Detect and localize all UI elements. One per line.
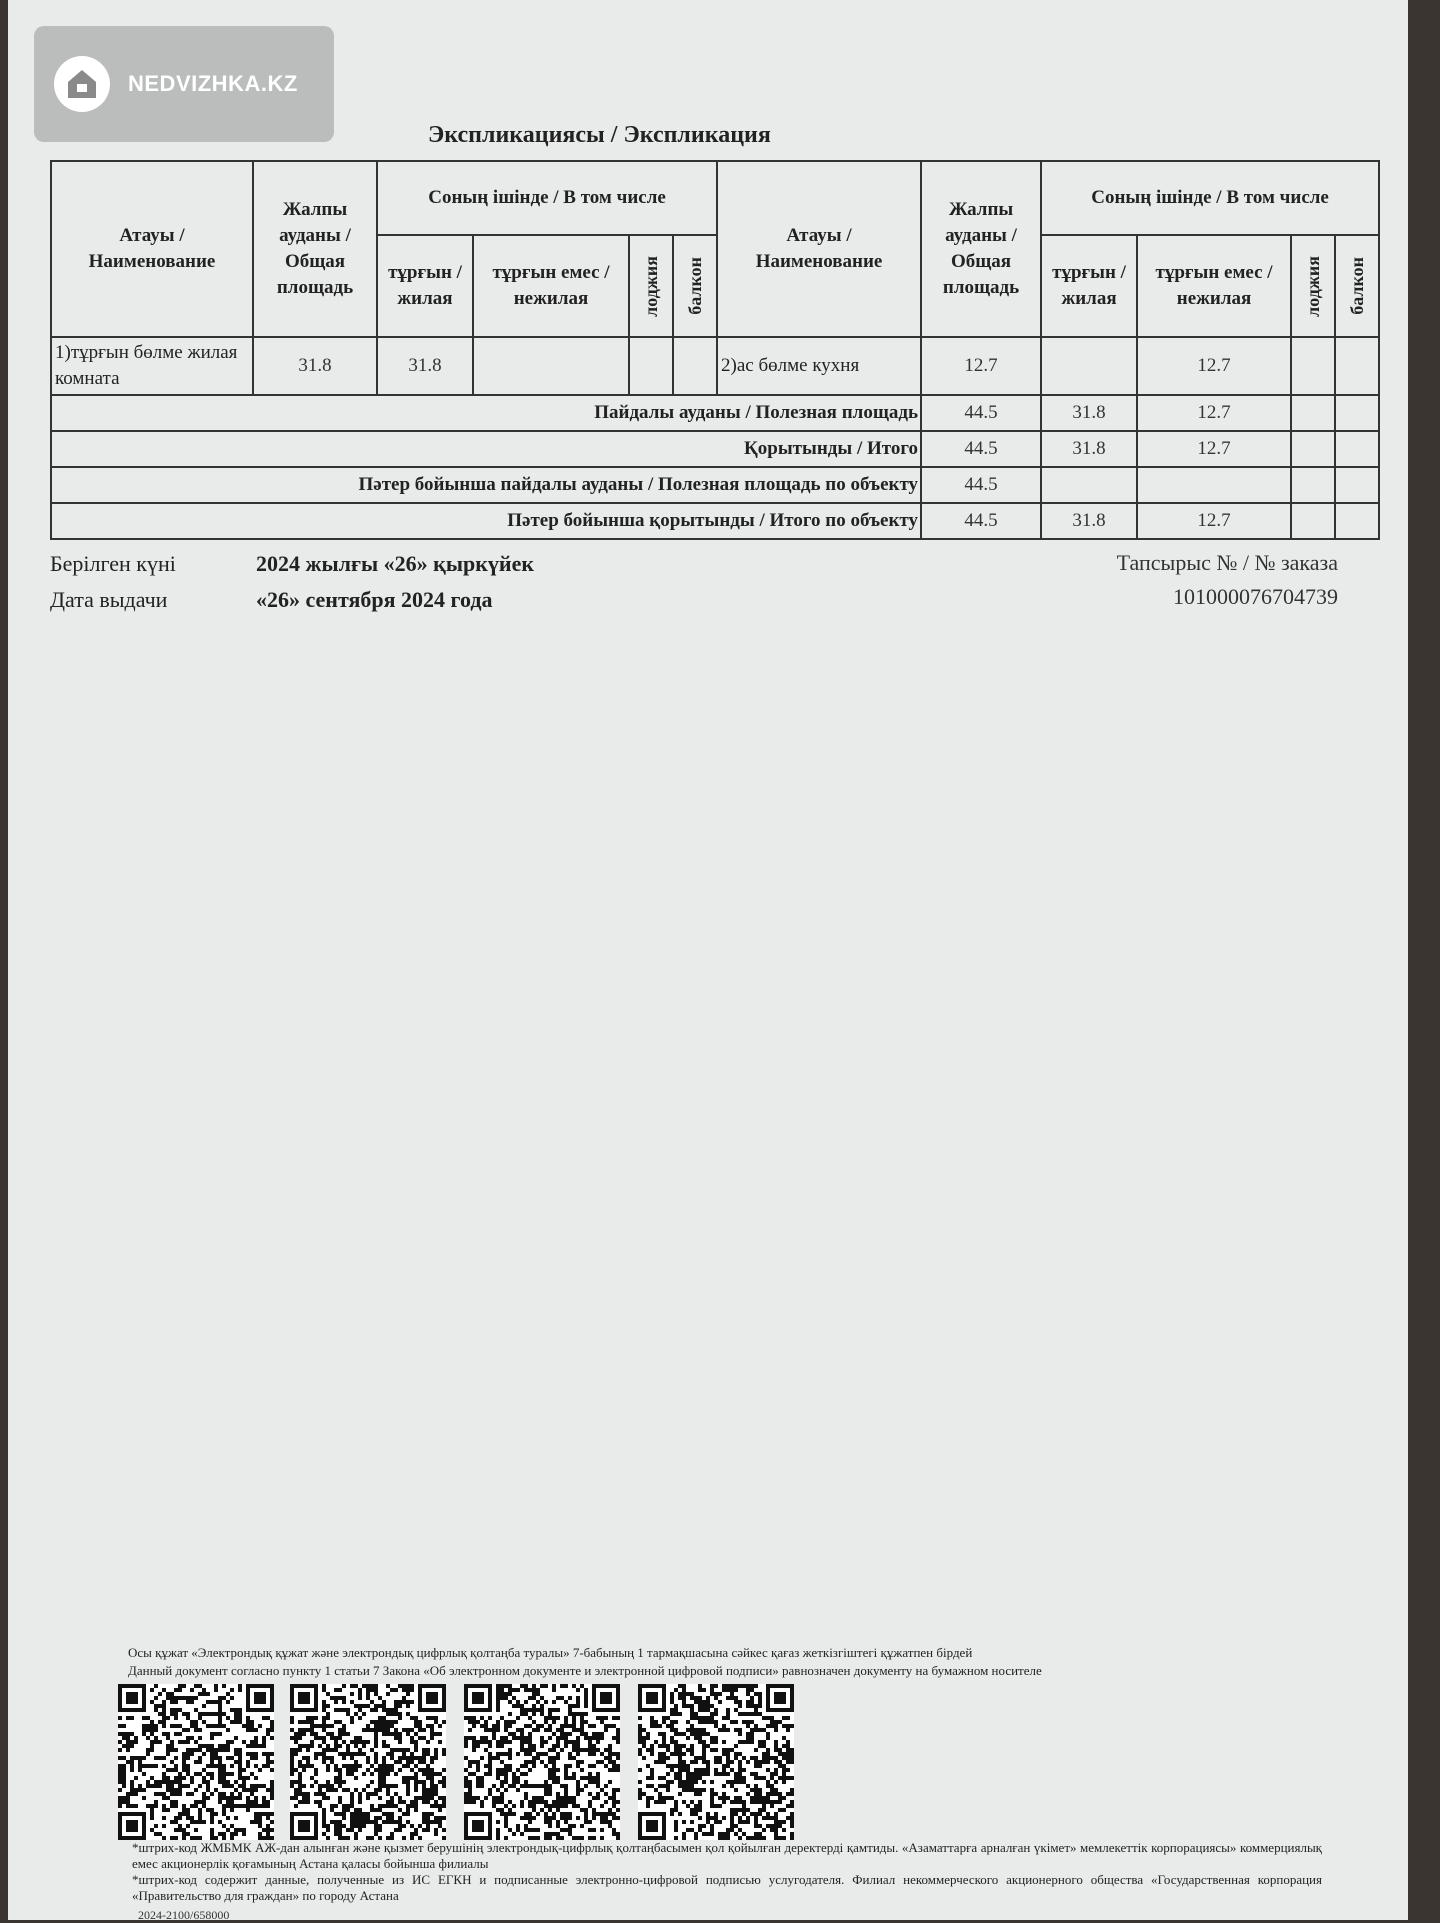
summary-balcony xyxy=(1335,503,1379,539)
header-balcony-right: балкон xyxy=(1335,235,1379,337)
summary-nonliving: 12.7 xyxy=(1137,395,1291,431)
header-total-left: Жалпы ауданы / Общая площадь xyxy=(253,161,377,337)
issue-dates xyxy=(256,546,534,618)
header-living-left: тұрғын / жилая xyxy=(377,235,473,337)
issue-date-ru: «26» сентября 2024 года xyxy=(256,587,493,612)
qr-code xyxy=(118,1684,274,1840)
summary-living: 31.8 xyxy=(1041,395,1137,431)
room-nonliving: 12.7 xyxy=(1137,337,1291,395)
summary-loggia xyxy=(1291,431,1335,467)
header-name-left: Атауы / Наименование xyxy=(51,161,253,337)
summary-loggia xyxy=(1291,467,1335,503)
summary-loggia xyxy=(1291,395,1335,431)
summary-nonliving: 12.7 xyxy=(1137,431,1291,467)
summary-living: 31.8 xyxy=(1041,431,1137,467)
barcode-note xyxy=(132,1840,1322,1904)
summary-nonliving: 12.7 xyxy=(1137,503,1291,539)
order-block xyxy=(1117,546,1338,614)
explication-table xyxy=(50,160,1380,540)
summary-total: 44.5 xyxy=(921,503,1041,539)
legal-notice-kz: Осы құжат «Электрондық құжат және электрондық цифрлық қолтаңба туралы» 7-бабының 1 тармақшасына сәйкес қағаз жеткізгіштегі құжатпен бірдей xyxy=(128,1645,973,1660)
room-total: 31.8 xyxy=(253,337,377,395)
legal-notice-ru: Данный документ согласно пункту 1 статьи 7 Закона «Об электронном документе и электронной цифровой подписи» равнозначен документу на бумажном носителе xyxy=(128,1663,1042,1678)
summary-label: Пәтер бойынша пайдалы ауданы / Полезная площадь по объекту xyxy=(51,467,921,503)
header-nonliving-right: тұрғын емес / нежилая xyxy=(1137,235,1291,337)
header-living-right: тұрғын / жилая xyxy=(1041,235,1137,337)
qr-code xyxy=(464,1684,620,1840)
document-number: 2024-2100/658000 xyxy=(138,1908,230,1922)
summary-loggia xyxy=(1291,503,1335,539)
issue-labels xyxy=(50,546,176,618)
summary-label: Қорытынды / Итого xyxy=(51,431,921,467)
summary-nonliving xyxy=(1137,467,1291,503)
room-nonliving xyxy=(473,337,629,395)
header-name-right: Атауы / Наименование xyxy=(717,161,921,337)
room-loggia xyxy=(629,337,673,395)
summary-living: 31.8 xyxy=(1041,503,1137,539)
legal-notice xyxy=(128,1644,1248,1680)
watermark-brand: NEDVIZHKA.KZ xyxy=(128,71,298,96)
room-total: 12.7 xyxy=(921,337,1041,395)
summary-balcony xyxy=(1335,431,1379,467)
header-balcony-left: балкон xyxy=(673,235,717,337)
summary-balcony xyxy=(1335,395,1379,431)
document-page xyxy=(8,0,1408,1920)
summary-row xyxy=(51,395,1379,431)
summary-row xyxy=(51,467,1379,503)
watermark xyxy=(34,26,334,142)
order-label: Тапсырыс № / № заказа xyxy=(1116,550,1338,575)
header-including-left: Соның ішінде / В том числе xyxy=(377,161,717,235)
summary-label: Пайдалы ауданы / Полезная площадь xyxy=(51,395,921,431)
barcode-note-kz: *штрих-код ЖМБМК АЖ-дан алынған және қызмет берушінің электрондық-цифрлық қолтаңбасымен қол қойылған деректерді қамтиды. «Азаматтарға арналған үкімет» мемлекеттік корпорациясы» коммерциялық емес акционерлік қоғамының Астана қаласы бойынша филиалы xyxy=(132,1840,1322,1871)
summary-total: 44.5 xyxy=(921,467,1041,503)
summary-row xyxy=(51,503,1379,539)
header-total-right: Жалпы ауданы / Общая площадь xyxy=(921,161,1041,337)
summary-living xyxy=(1041,467,1137,503)
qr-code xyxy=(290,1684,446,1840)
order-number: 101000076704739 xyxy=(1173,584,1338,609)
room-living xyxy=(1041,337,1137,395)
header-including-right: Соның ішінде / В том числе xyxy=(1041,161,1379,235)
summary-label: Пәтер бойынша қорытынды / Итого по объекту xyxy=(51,503,921,539)
issue-date-kz: 2024 жылғы «26» қыркүйек xyxy=(256,551,535,576)
room-name: 1)тұрғын бөлме жилая комната xyxy=(51,337,253,395)
header-loggia-left: лоджия xyxy=(629,235,673,337)
barcode-note-ru: *штрих-код содержит данные, полученные из ИС ЕГКН и подписанные электронно-цифровой подписью услугодателя. Филиал некоммерческого акционерного общества «Государственная корпорация «Правительство для граждан» по городу Астана xyxy=(132,1872,1322,1903)
home-icon xyxy=(54,56,110,112)
table-row xyxy=(51,337,1379,395)
room-name: 2)ас бөлме кухня xyxy=(717,337,921,395)
summary-row xyxy=(51,431,1379,467)
qr-code xyxy=(638,1684,794,1840)
room-loggia xyxy=(1291,337,1335,395)
room-balcony xyxy=(1335,337,1379,395)
document-title: Экспликациясы / Экспликация xyxy=(428,122,771,148)
room-balcony xyxy=(673,337,717,395)
summary-total: 44.5 xyxy=(921,431,1041,467)
room-living: 31.8 xyxy=(377,337,473,395)
issue-label-ru: Дата выдачи xyxy=(50,587,168,612)
summary-total: 44.5 xyxy=(921,395,1041,431)
header-nonliving-left: тұрғын емес / нежилая xyxy=(473,235,629,337)
issue-label-kz: Берілген күні xyxy=(50,551,176,576)
header-loggia-right: лоджия xyxy=(1291,235,1335,337)
summary-balcony xyxy=(1335,467,1379,503)
